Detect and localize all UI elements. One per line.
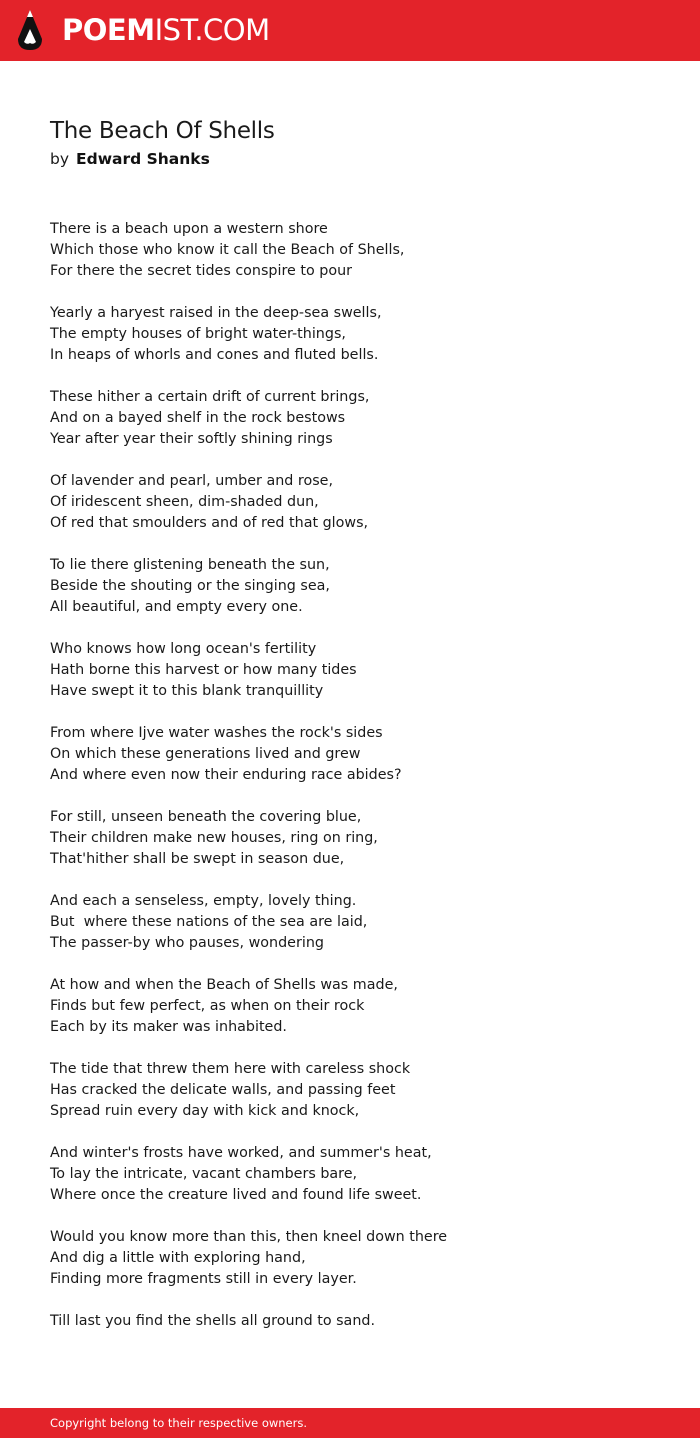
poem-line: Finds but few perfect, as when on their rock (50, 998, 365, 1014)
poem-line: Till last you find the shells all ground to sand. (50, 1313, 376, 1329)
poem-line: And where even now their enduring race abides? (50, 767, 402, 783)
byline-label: by (50, 150, 70, 168)
poem-line: But where these nations of the sea are laid, (50, 914, 368, 930)
poem-stanza (50, 303, 650, 366)
poem-line: Of lavender and pearl, umber and rose, (50, 473, 334, 489)
poem-line: Spread ruin every day with kick and knock, (50, 1103, 360, 1119)
logo-text-light: IST.COM (154, 13, 270, 47)
poem-line: Finding more fragments still in every layer. (50, 1271, 357, 1287)
poem-line: Beside the shouting or the singing sea, (50, 578, 330, 594)
poem-stanza (50, 723, 650, 786)
poem-body (50, 219, 650, 1353)
poem-line: Hath borne this harvest or how many tides (50, 662, 357, 678)
poem-line: Would you know more than this, then kneel down there (50, 1229, 448, 1245)
poem-line: The passer-by who pauses, wondering (50, 935, 324, 951)
byline (50, 148, 210, 170)
poem-line: Where once the creature lived and found life sweet. (50, 1187, 422, 1203)
poem-line: To lie there glistening beneath the sun, (50, 557, 330, 573)
poem-stanza (50, 1059, 650, 1122)
poem-line: Who knows how long ocean's fertility (50, 641, 317, 657)
poem-line: Year after year their softly shining rings (50, 431, 333, 447)
poem-line: To lay the intricate, vacant chambers bare, (50, 1166, 358, 1182)
poem-stanza (50, 219, 650, 282)
poem-line: At how and when the Beach of Shells was made, (50, 977, 398, 993)
poem-line: And dig a little with exploring hand, (50, 1250, 306, 1266)
poem-line: Of red that smoulders and of red that glows, (50, 515, 369, 531)
poem-line: And on a bayed shelf in the rock bestows (50, 410, 346, 426)
poem-line: The empty houses of bright water-things, (50, 326, 346, 342)
poem-line: These hither a certain drift of current brings, (50, 389, 370, 405)
poem-stanza (50, 975, 650, 1038)
site-header (0, 0, 700, 61)
poem-line: And winter's frosts have worked, and summer's heat, (50, 1145, 432, 1161)
author-name[interactable]: Edward Shanks (76, 150, 210, 168)
poem-line: On which these generations lived and grew (50, 746, 361, 762)
poem-stanza (50, 471, 650, 534)
poem-stanza (50, 1227, 650, 1290)
poem-stanza (50, 891, 650, 954)
site-footer (0, 1408, 700, 1438)
site-logo[interactable] (62, 12, 270, 48)
pencil-tip-icon[interactable] (17, 9, 43, 51)
poem-stanza (50, 555, 650, 618)
poem-line: Yearly a haryest raised in the deep-sea swells, (50, 305, 382, 321)
copyright-text: Copyright belong to their respective owners. (50, 1416, 308, 1430)
poem-line: In heaps of whorls and cones and fluted bells. (50, 347, 379, 363)
poem-line: Of iridescent sheen, dim-shaded dun, (50, 494, 319, 510)
poem-line: The tide that threw them here with careless shock (50, 1061, 411, 1077)
poem-line: Each by its maker was inhabited. (50, 1019, 287, 1035)
poem-line: From where Ijve water washes the rock's sides (50, 725, 383, 741)
poem-stanza (50, 1311, 650, 1332)
poem-line: That'hither shall be swept in season due, (50, 851, 345, 867)
poem-line: Which those who know it call the Beach of Shells, (50, 242, 405, 258)
poem-stanza (50, 1143, 650, 1206)
poem-title: The Beach Of Shells (50, 118, 275, 144)
logo-text-strong: POEM (62, 13, 155, 47)
poem-line: There is a beach upon a western shore (50, 221, 328, 237)
poem-line: And each a senseless, empty, lovely thing. (50, 893, 357, 909)
poem-stanza (50, 387, 650, 450)
poem-line: Their children make new houses, ring on ring, (50, 830, 378, 846)
poem-line: All beautiful, and empty every one. (50, 599, 303, 615)
poem-stanza (50, 639, 650, 702)
poem-line: For there the secret tides conspire to pour (50, 263, 353, 279)
poem-line: Has cracked the delicate walls, and passing feet (50, 1082, 396, 1098)
poem-line: For still, unseen beneath the covering blue, (50, 809, 362, 825)
poem-line: Have swept it to this blank tranquillity (50, 683, 324, 699)
poem-stanza (50, 807, 650, 870)
